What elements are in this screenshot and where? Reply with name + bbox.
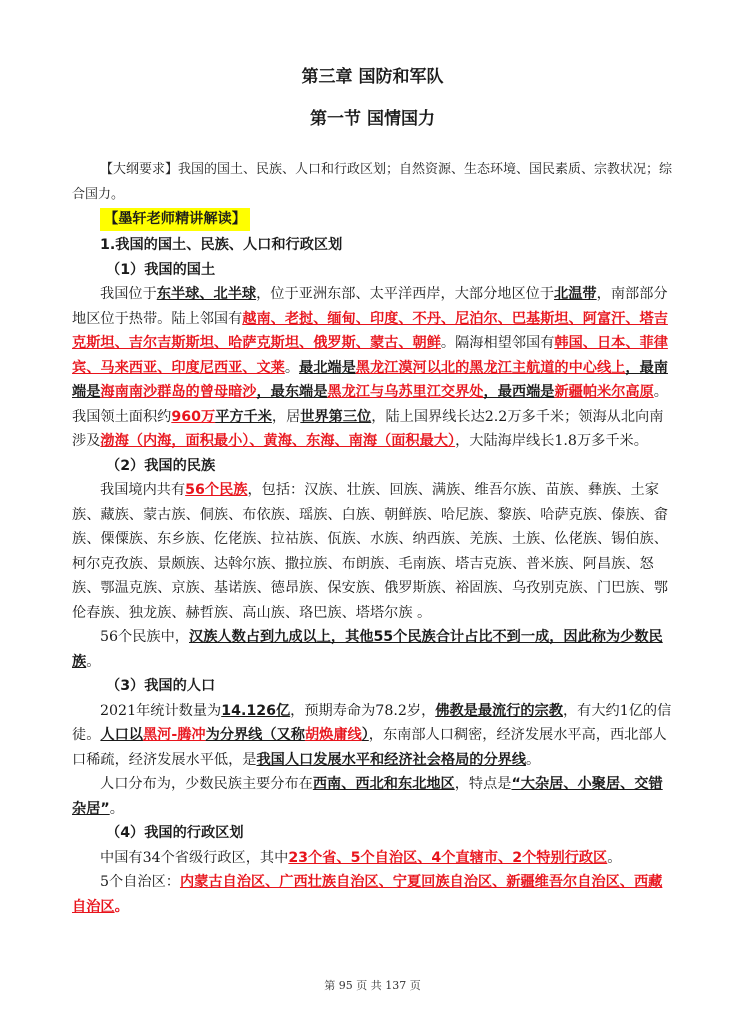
- key-point: 我国人口发展水平和经济社会格局的分界线: [256, 751, 527, 768]
- key-point: “大杂居、小聚居、交错杂居”: [72, 776, 663, 817]
- admin-paragraph: [72, 846, 676, 871]
- key-point: 汉族人数占到九成以上，其他55个民族合计占比不到一成，因此称为少数民族: [72, 629, 663, 670]
- population-paragraph: [72, 699, 676, 773]
- red-key-point: 960万: [171, 408, 216, 425]
- text-run: 56个民族中，: [100, 629, 189, 645]
- red-key-point: 23个省、5个自治区、4个直辖市、2个特别行政区: [288, 849, 608, 866]
- key-point: 东半球、北半球: [156, 286, 257, 302]
- page-footer: 第 95 页 共 137 页: [324, 979, 421, 992]
- key-point: 人口以: [100, 727, 143, 743]
- red-key-point: 海南南沙群岛的曾母暗沙: [100, 384, 257, 400]
- text-run: ，包括：汉族、壮族、回族、满族、维吾尔族、苗族、彝族、土家族、藏族、蒙古族、侗族、布依族、瑶族、白族、朝鲜族、哈尼族、黎族、哈萨克族、傣族、畲族、傈僳族、东乡族、仡佬族、拉祜族、佤族、水族、纳西族、羌族、土族、仫佬族、锡伯族、柯尔克孜族、景颇族、达斡尔族、撒拉族、布朗族、毛南族、塔吉克族、普米族、阿昌族、怒族、鄂温克族、京族、基诺族、德昂族、保安族、俄罗斯族、裕固族、乌孜别克族、门巴族、鄂伦春族、独龙族、赫哲族、高山族、珞巴族、塔塔尔族 。: [72, 482, 668, 621]
- text-run: ，东南部人口稠密，经济发展水平高，西北部人口稀疏，经济发展水平低，是: [72, 727, 667, 768]
- section-title: 第一节 国情国力: [310, 109, 435, 129]
- document-body: [72, 158, 676, 919]
- text-run: 。: [86, 653, 101, 670]
- text-run: 5个自治区：: [100, 874, 180, 890]
- key-point: 平方千米: [215, 408, 272, 425]
- key-point: 为分界线（又称: [205, 727, 305, 743]
- text-run: 我国位于: [100, 286, 157, 302]
- text-run: ，陆上国界线长达2.2万多千米；领海从北向南涉及: [72, 408, 664, 449]
- key-point: 世界第三位: [300, 408, 372, 425]
- red-key-point: 内蒙古自治区、广西壮族自治区、宁夏回族自治区、新疆维吾尔自治区、西藏自治区: [72, 874, 663, 915]
- chapter-title: 第三章 国防和军队: [301, 67, 444, 87]
- red-key-point: 越南、老挝、缅甸、印度、不丹、尼泊尔、巴基斯坦、阿富汗、塔吉克斯坦、吉尔吉斯斯坦、哈萨克斯坦、俄罗斯、蒙古、朝鲜: [72, 310, 668, 351]
- text-run: ，南部部分地区位于热带。陆上邻国有: [72, 286, 668, 327]
- key-point: 14.126亿: [221, 702, 291, 719]
- autonomous-regions-paragraph: [72, 870, 676, 919]
- text-run: ，预期寿命为78.2岁，: [290, 702, 436, 719]
- red-key-point: 黑河-腾冲: [142, 727, 206, 743]
- text-run: ，居: [271, 408, 301, 425]
- red-key-point: 黑龙江与乌苏里江交界处: [327, 384, 484, 400]
- text-run: 2021年统计数量为: [100, 702, 222, 719]
- key-point: ）: [361, 727, 369, 743]
- key-point: 西南、西北和东北地区: [312, 776, 455, 792]
- population-heading: （3）我国的人口: [106, 678, 216, 694]
- admin-heading: （4）我国的行政区划: [106, 825, 244, 841]
- teacher-note-heading: 【墨轩老师精讲解读】: [100, 208, 250, 231]
- text-run: ，位于亚洲东部、太平洋西岸，大部分地区位于: [256, 286, 555, 302]
- text-run: 。我国领土面积约: [72, 384, 668, 425]
- red-key-point: 黑龙江漠河以北的黑龙江主航道的中心线上: [355, 359, 626, 376]
- text-run: ，有大约1亿的信徒。: [72, 702, 672, 743]
- syllabus-paragraph: 【大纲要求】我国的国土、民族、人口和行政区划；自然资源、生态环境、国民素质、宗教状况；综合国力。: [72, 162, 673, 202]
- main-heading: 1.我国的国土、民族、人口和行政区划: [100, 237, 343, 253]
- key-point: 北温带: [554, 286, 597, 302]
- ethnic-paragraph: [72, 478, 676, 625]
- key-point: 最北端是: [299, 359, 356, 376]
- red-key-point: 韩国、日本、菲律宾、马来西亚、印度尼西亚、文莱: [72, 335, 668, 376]
- key-point: ，最东端是: [256, 384, 328, 400]
- red-key-point: 渤海（内海，面积最小）、黄海、东海、南海（面积最大）: [100, 433, 456, 449]
- text-run: 中国有34个省级行政区，其中: [100, 849, 289, 866]
- text-run: 。: [109, 800, 124, 817]
- text-run: 。隔海相望邻国有: [440, 335, 555, 351]
- text-run: 。: [607, 849, 622, 866]
- ethnic-heading: （2）我国的民族: [106, 457, 216, 474]
- key-point: ，最西端是: [483, 384, 555, 400]
- text-run: 。: [284, 359, 300, 376]
- text-run: 我国境内共有: [100, 482, 186, 498]
- key-point: ，最南端是: [72, 359, 668, 400]
- text-run: ，特点是: [454, 776, 512, 792]
- territory-paragraph: [72, 282, 676, 454]
- key-point: 佛教是最流行的宗教: [435, 702, 563, 719]
- red-key-point: 56个民族: [185, 482, 248, 498]
- territory-heading: （1）我国的国土: [106, 261, 216, 278]
- text-run: ，大陆海岸线长1.8万多千米。: [455, 433, 648, 449]
- text-run: 人口分布为，少数民族主要分布在: [100, 776, 313, 792]
- text-run: 。: [526, 751, 541, 768]
- red-key-point: 新疆帕米尔高原: [554, 384, 654, 400]
- text-run: 。: [114, 898, 129, 915]
- ethnic-summary-paragraph: [72, 625, 676, 674]
- population-distribution-paragraph: [72, 772, 676, 821]
- red-key-point: 胡焕庸线: [304, 727, 362, 743]
